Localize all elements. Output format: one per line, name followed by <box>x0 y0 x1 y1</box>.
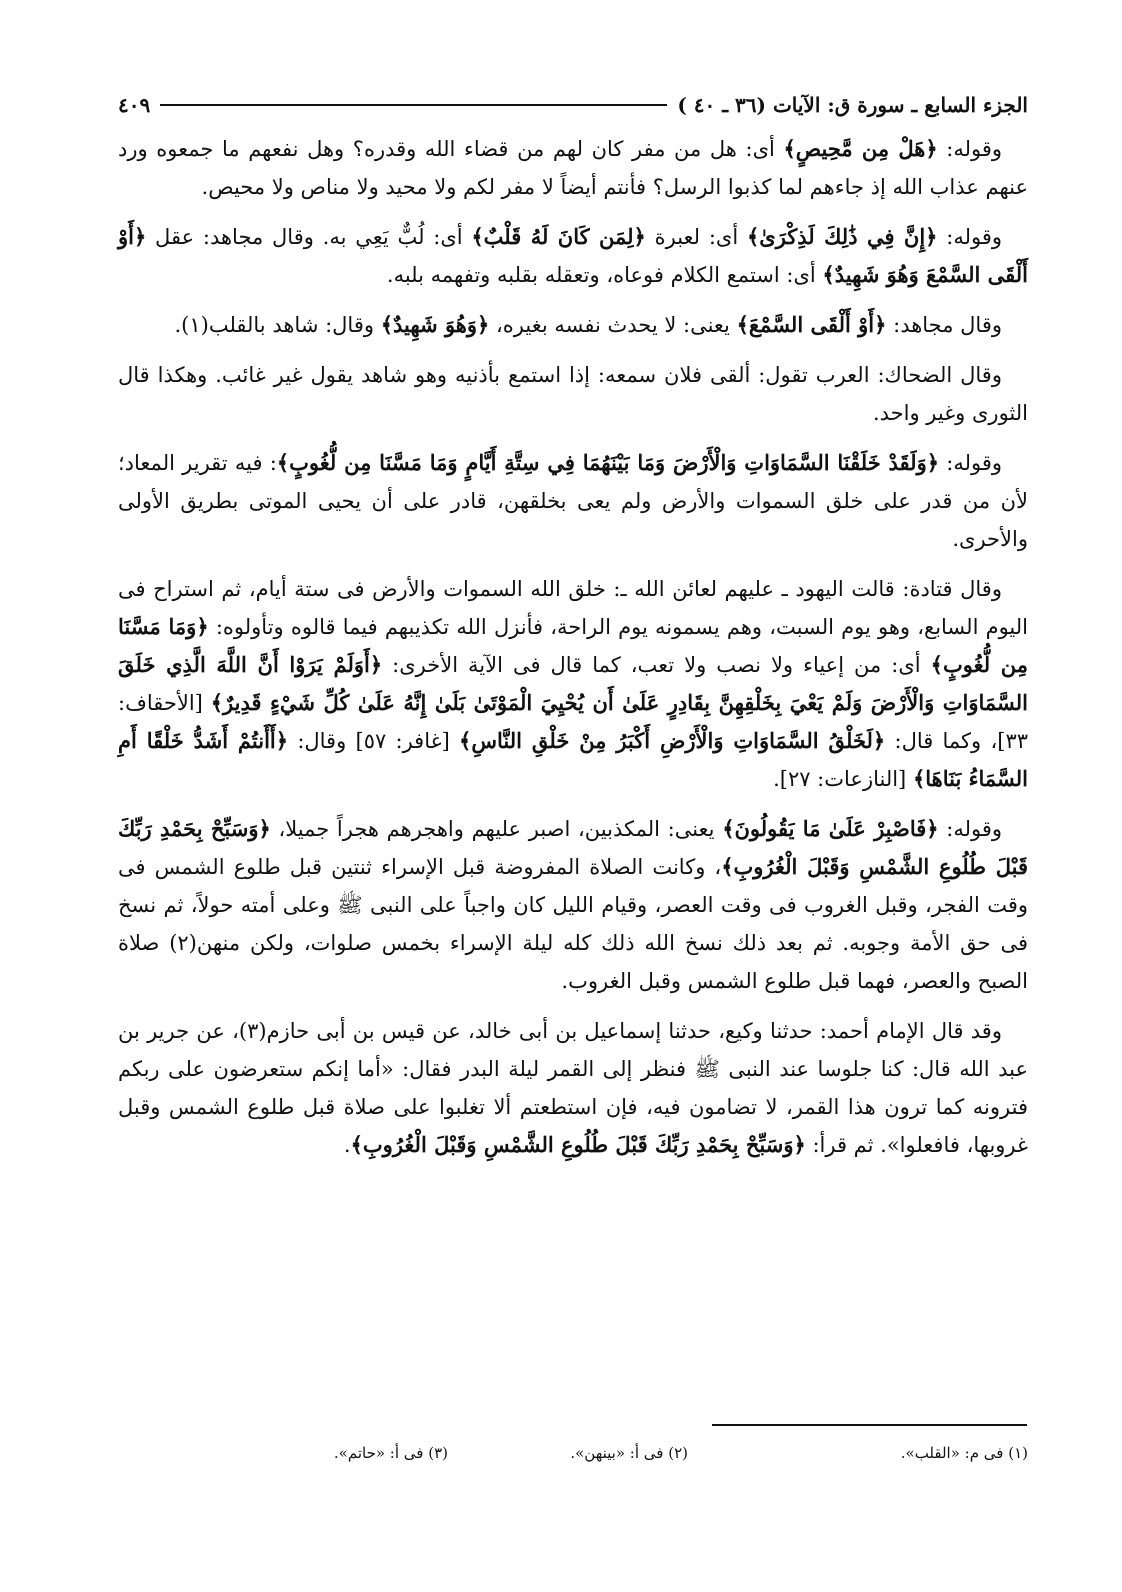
quran-verse: ﴿وَسَبِّحْ بِحَمْدِ رَبِّكَ قَبْلَ طُلُوعِ الشَّمْسِ وَقَبْلَ الْغُرُوبِ﴾ <box>350 1132 806 1157</box>
quran-verse: ﴿أَوْ أَلْقَى السَّمْعَ﴾ <box>736 312 887 337</box>
footnote-3: (٣) فى أ: «حاتم». <box>333 1444 448 1462</box>
footnote-separator <box>712 1424 1027 1426</box>
paragraph-text: وقال مجاهد: <box>886 313 1002 337</box>
paragraph <box>118 444 1028 558</box>
quran-verse: ﴿وَهُوَ شَهِيدٌ﴾ <box>380 312 490 337</box>
paragraph <box>118 1012 1028 1164</box>
paragraph-text: وقد قال الإمام أحمد: حدثنا وكيع، حدثنا إسماعيل بن أبى خالد، عن قيس بن أبى حازم(٣)، عن جرير بن عبد الله قال: كنا جلوسا عند النبى ﷺ فنظر إلى القمر ليلة البدر فقال: «أما إنكم ستعرضون على ربكم فترونه كما ترون هذا القمر، لا تضامون فيه، فإن استطعتم ألا تغلبوا على صلاة قبل طلوع الشمس وقبل غروبها، فافعلوا». ثم قرأ: <box>118 1019 1028 1157</box>
paragraph-text: وقوله: <box>938 817 1003 841</box>
quran-verse: ﴿وَسَبِّحْ بِحَمْدِ رَبِّكَ قَبْلَ طُلُوعِ الشَّمْسِ وَقَبْلَ الْغُرُوبِ﴾ <box>118 816 1028 879</box>
paragraph-text: أى: استمع الكلام فوعاه، وتعقله بقلبه وتفهمه بلبه. <box>386 263 823 287</box>
paragraph-text: وقوله: <box>937 137 1003 161</box>
quran-verse: ﴿أَوْ أَلْقَى السَّمْعَ وَهُوَ شَهِيدٌ﴾ <box>118 224 1028 287</box>
quran-verse: ﴿أَأَنتُمْ أَشَدُّ خَلْقًا أَمِ السَّمَاءُ بَنَاهَا﴾ <box>118 728 1028 791</box>
quran-verse: ﴿أَوَلَمْ يَرَوْا أَنَّ اللَّهَ الَّذِي خَلَقَ السَّمَاوَاتِ وَالْأَرْضَ وَلَمْ يَعْيَ بِخَلْقِهِنَّ بِقَادِرٍ عَلَىٰ أَن يُحْيِيَ الْمَوْتَىٰ بَلَىٰ إِنَّهُ عَلَىٰ كُلِّ شَيْءٍ قَدِيرٌ﴾ <box>118 652 1029 715</box>
footnote-1: (١) فى م: «القلب». <box>900 1444 1028 1462</box>
quran-verse: ﴿وَمَا مَسَّنَا مِن لُّغُوبٍ﴾ <box>118 614 1028 677</box>
footnotes <box>118 1444 1028 1470</box>
paragraph-text: وقوله: <box>939 451 1003 475</box>
paragraph-text: : فيه تقرير المعاد؛ لأن من قدر على خلق السموات والأرض ولم يعى بخلقهن، قادر على أن يحيى الموتى بطريق الأولى والأحرى. <box>118 451 1028 551</box>
paragraph-text: [النازعات: ٢٧]. <box>773 767 913 791</box>
page-number: ٤٠٩ <box>118 93 151 117</box>
paragraph-text: وقال الضحاك: العرب تقول: ألقى فلان سمعه: إذا استمع بأذنيه وهو شاهد يقول غير غائب. وهكذا قال الثورى وغير واحد. <box>118 363 1028 425</box>
paragraph-text: ، وكانت الصلاة المفروضة قبل الإسراء ثنتين قبل طلوع الشمس فى وقت الفجر، وقبل الغروب فى وقت العصر، وقيام الليل كان واجباً على النبى ﷺ وعلى أمته حولاً، ثم نسخ فى حق الأمة وجوبه. ثم بعد ذلك نسخ الله ذلك كله ليلة الإسراء بخمس صلوات، ولكن منهن(٢) صلاة الصبح والعصر، فهما قبل طلوع الشمس وقبل الغروب. <box>118 855 1028 993</box>
footnote-2: (٢) فى أ: «بينهن». <box>570 1444 688 1462</box>
paragraph-text: وقال: شاهد بالقلب(١). <box>174 313 381 337</box>
paragraph <box>118 570 1028 798</box>
quran-verse: ﴿وَلَقَدْ خَلَقْنَا السَّمَاوَاتِ وَالْأَرْضَ وَمَا بَيْنَهُمَا فِي سِتَّةِ أَيَّامٍ وَمَا مَسَّنَا مِن لُّغُوبٍ﴾ <box>276 450 940 475</box>
paragraph <box>118 306 1028 344</box>
paragraph-text: يعنى: المكذبين، اصبر عليهم واهجرهم هجراً جميلا، <box>270 817 723 841</box>
paragraph <box>118 356 1028 432</box>
paragraph-text: أى: لعبرة <box>645 225 747 249</box>
quran-verse: ﴿لَخَلْقُ السَّمَاوَاتِ وَالْأَرْضِ أَكْبَرُ مِنْ خَلْقِ النَّاسِ﴾ <box>459 728 886 753</box>
quran-verse: ﴿فَاصْبِرْ عَلَىٰ مَا يَقُولُونَ﴾ <box>722 816 939 841</box>
quran-verse: ﴿هَلْ مِن مَّحِيصٍ﴾ <box>783 136 938 161</box>
running-header <box>118 88 1028 122</box>
paragraph <box>118 218 1028 294</box>
paragraph-text: أى: لُبٌّ يَعِي به. وقال مجاهد: عقل <box>146 225 472 249</box>
header-title: الجزء السابع ـ سورة ق: الآيات (٣٦ ـ ٤٠ ) <box>677 93 1028 117</box>
quran-verse: ﴿إِنَّ فِي ذَٰلِكَ لَذِكْرَىٰ﴾ <box>746 224 938 249</box>
paragraph-text: [الأحقاف: ٣٣]، وكما قال: <box>118 691 1028 753</box>
paragraph-text: وقال قتادة: قالت اليهود ـ عليهم لعائن الله ـ: خلق الله السموات والأرض فى ستة أيام، ثم استراح فى اليوم السابع، وهو يوم السبت، وهم يسمونه يوم الراحة، فأنزل الله تكذيبهم فيما قالوه وتأولوه: <box>118 577 1029 639</box>
paragraph-text: وقوله: <box>937 225 1003 249</box>
paragraph <box>118 810 1028 1000</box>
paragraph-text: أى: من إعياء ولا نصب ولا تعب، كما قال فى الآية الأخرى: <box>382 653 931 677</box>
paragraph <box>118 130 1028 206</box>
paragraph-text: . <box>343 1133 351 1157</box>
paragraph-text: [غافر: ٥٧] وقال: <box>288 729 460 753</box>
paragraph-text: أى: هل من مفر كان لهم من قضاء الله وقدره؟ وهل نفعهم ما جمعوه ورد عنهم عذاب الله إذ جاءهم لما كذبوا الرسل؟ فأنتم أيضاً لا مفر لكم ولا محيد ولا مناص ولا محيص. <box>118 137 1028 199</box>
quran-verse: ﴿لِمَن كَانَ لَهُ قَلْبٌ﴾ <box>471 224 646 249</box>
main-text <box>118 130 1028 1176</box>
header-rule <box>160 104 667 106</box>
paragraph-text: يعنى: لا يحدث نفسه بغيره، <box>489 313 737 337</box>
